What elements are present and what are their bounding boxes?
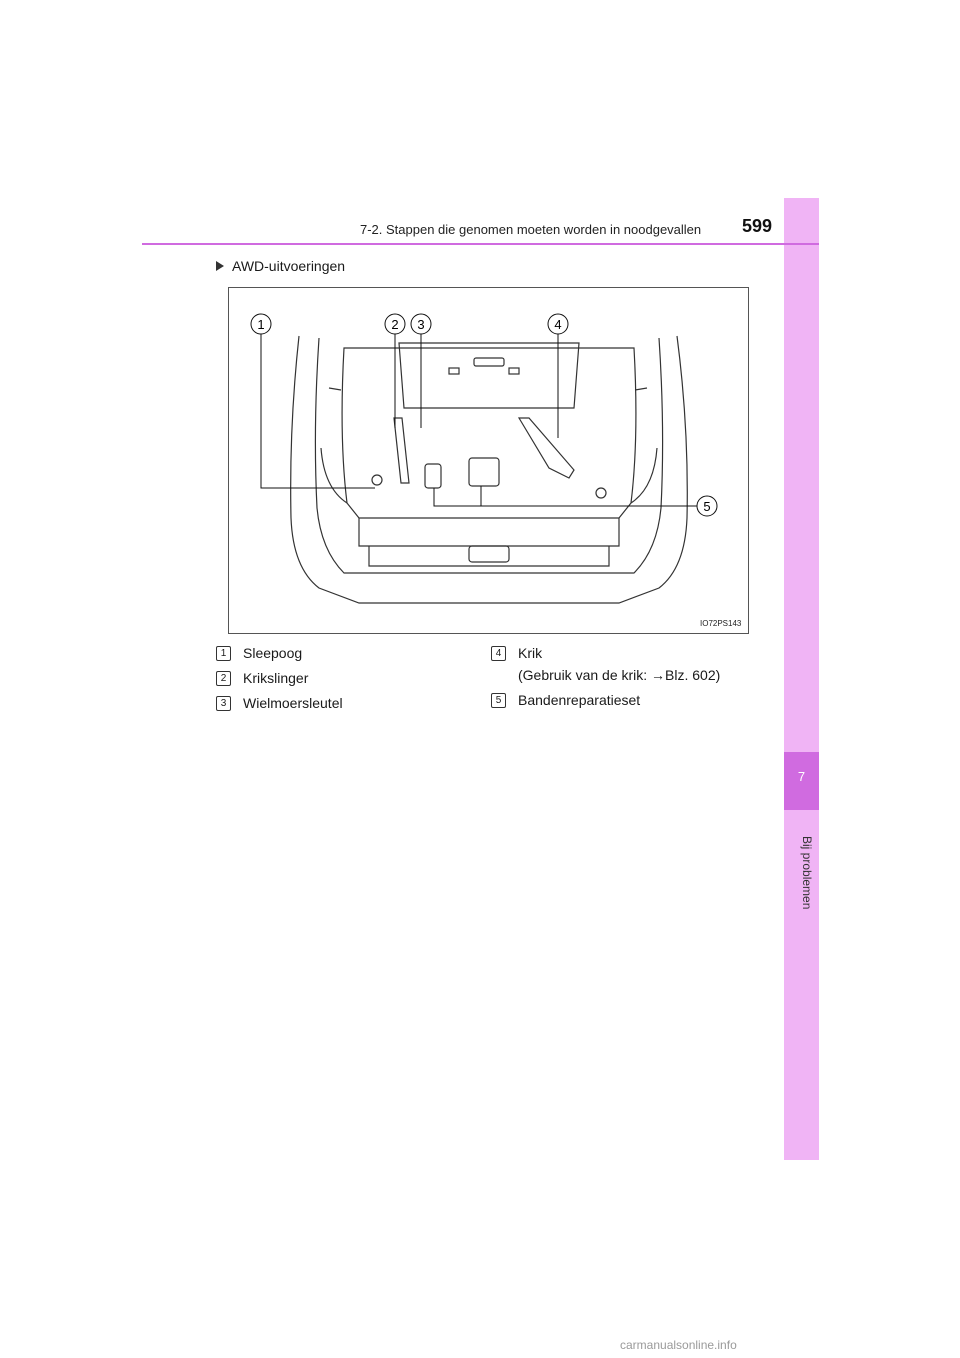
legend-label: Krikslinger bbox=[243, 670, 309, 686]
legend-number-badge: 1 bbox=[216, 646, 231, 661]
side-tab-chapter-label: Bij problemen bbox=[800, 836, 814, 910]
legend-text-block bbox=[518, 642, 720, 686]
legend-left bbox=[216, 642, 466, 717]
header-title: 7-2. Stappen die genomen moeten worden in noodgevallen bbox=[360, 222, 702, 237]
legend-label: Krik bbox=[518, 645, 543, 661]
legend-label: Sleepoog bbox=[243, 645, 303, 661]
callout-2: 2 bbox=[391, 317, 399, 332]
side-tab-chapter-number: 7 bbox=[784, 752, 819, 810]
legend-label: Wielmoersleutel bbox=[243, 695, 343, 711]
header-rule bbox=[142, 243, 819, 245]
legend-number-badge: 2 bbox=[216, 671, 231, 686]
legend-item-4 bbox=[491, 642, 761, 686]
legend-item-5 bbox=[491, 689, 761, 711]
figure-code: IO72PS143 bbox=[700, 619, 742, 628]
car-trunk-illustration bbox=[229, 288, 748, 633]
section-title-text: AWD-uitvoeringen bbox=[232, 258, 346, 274]
side-tab bbox=[784, 198, 819, 1160]
section-title bbox=[216, 258, 345, 274]
footer-watermark: carmanualsonline.info bbox=[620, 1338, 737, 1352]
legend-right bbox=[491, 642, 761, 714]
callout-5: 5 bbox=[703, 499, 711, 514]
page-number: 599 bbox=[742, 216, 773, 236]
legend-item-3 bbox=[216, 692, 466, 714]
legend-label: Bandenreparatieset bbox=[518, 692, 641, 708]
legend-item-2 bbox=[216, 667, 466, 689]
legend-number-badge: 3 bbox=[216, 696, 231, 711]
legend-page-reference-link[interactable]: (Gebruik van de krik: →Blz. 602) bbox=[518, 667, 721, 683]
car-body-drawing bbox=[291, 336, 688, 603]
callout-3: 3 bbox=[417, 317, 425, 332]
triangle-bullet-icon bbox=[216, 261, 224, 271]
legend-item-1 bbox=[216, 642, 466, 664]
figure-illustration bbox=[228, 287, 749, 634]
legend-number-badge: 5 bbox=[491, 693, 506, 708]
callout-1: 1 bbox=[257, 317, 265, 332]
legend-number-badge: 4 bbox=[491, 646, 506, 661]
callout-4: 4 bbox=[554, 317, 562, 332]
callout-leaders bbox=[261, 334, 697, 506]
